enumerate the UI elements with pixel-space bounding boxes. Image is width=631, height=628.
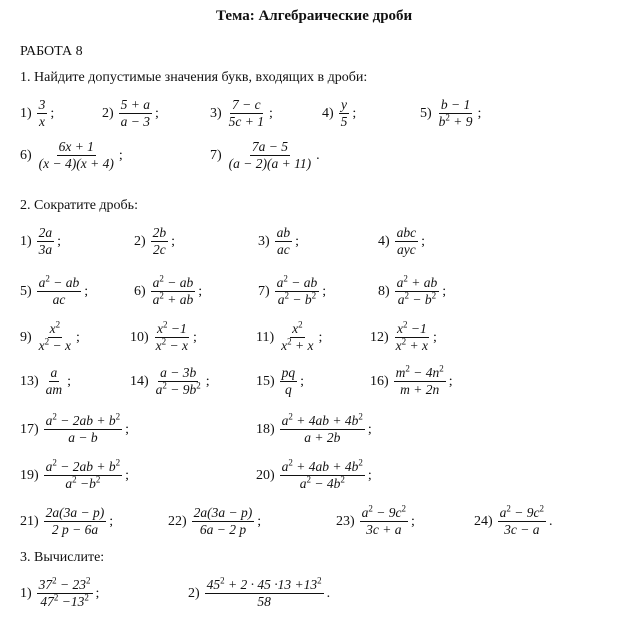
fraction — [154, 366, 203, 397]
fraction — [395, 273, 440, 308]
denominator: 2c — [153, 242, 166, 258]
fraction — [37, 319, 73, 354]
numerator: 2a(3a − p) — [192, 506, 255, 522]
numerator: 2b — [151, 226, 169, 242]
denominator: (a − 2)(a + 11) — [228, 156, 312, 172]
item-number: 9) — [20, 329, 32, 345]
fraction — [37, 140, 116, 171]
fraction — [280, 457, 365, 492]
numerator: $x^2$ — [290, 322, 305, 338]
task2-item — [378, 273, 447, 308]
task1-item — [20, 140, 123, 171]
fraction — [394, 363, 446, 398]
denominator: (x − 4)(x + 4) — [38, 156, 114, 172]
item-number: 23) — [336, 513, 355, 529]
task3-heading: 3. Вычислите: — [20, 550, 105, 565]
punctuation: ; — [95, 585, 100, 601]
numerator: b − 1 — [439, 98, 472, 114]
task2-item — [20, 506, 113, 537]
fraction — [437, 98, 475, 129]
fraction — [280, 411, 365, 446]
numerator: $a^2 - 2ab + b^2$ — [44, 414, 122, 430]
denominator: $b^2 + 9$ — [438, 112, 473, 130]
task1-item — [20, 98, 54, 129]
fraction — [227, 140, 313, 171]
numerator: abc — [395, 226, 419, 242]
punctuation: ; — [171, 233, 176, 249]
denominator: $x^2 + x$ — [395, 336, 429, 354]
task2-item — [474, 503, 553, 538]
punctuation: . — [326, 585, 331, 601]
fraction — [498, 503, 546, 538]
denominator: 2 p − 6a — [51, 522, 99, 538]
punctuation: ; — [477, 105, 482, 121]
numerator: y — [339, 98, 349, 114]
fraction — [44, 366, 65, 397]
fraction — [279, 319, 315, 354]
task3-item — [188, 575, 331, 610]
denominator: ac — [52, 292, 66, 308]
fraction — [37, 98, 48, 129]
numerator: 2a — [37, 226, 55, 242]
numerator: $x^2 -1$ — [395, 322, 429, 338]
fraction — [119, 98, 152, 129]
item-number: 10) — [130, 329, 149, 345]
punctuation: ; — [257, 513, 262, 529]
item-number: 6) — [134, 283, 146, 299]
numerator: $45^2 + 2 \cdot 45 \cdot 13 +13^2$ — [205, 578, 324, 594]
numerator: $a^2$ − ab — [37, 276, 82, 292]
denominator: $a^2 -b^2$ — [65, 474, 101, 492]
item-number: 2) — [102, 105, 114, 121]
numerator: $a^2 - 9c^2$ — [360, 506, 408, 522]
punctuation: ; — [367, 467, 372, 483]
item-number: 17) — [20, 421, 39, 437]
task1-item — [210, 98, 273, 129]
fraction — [44, 457, 122, 492]
punctuation: ; — [125, 467, 130, 483]
punctuation: ; — [198, 283, 203, 299]
fraction — [394, 319, 430, 354]
punctuation: ; — [57, 233, 62, 249]
page-title: Тема: Алгебраические дроби — [216, 8, 413, 24]
task1-heading: 1. Найдите допустимые значения букв, входящих в дроби: — [20, 70, 368, 85]
task2-item — [20, 457, 130, 492]
numerator: pq — [280, 366, 298, 382]
denominator: $a^2 - 4b^2$ — [299, 474, 345, 492]
task2-item — [168, 506, 261, 537]
fraction — [37, 575, 93, 610]
denominator: a + 2b — [304, 430, 341, 446]
punctuation: ; — [421, 233, 426, 249]
denominator: ayc — [397, 242, 416, 258]
denominator: $47^2 -13^2$ — [40, 592, 89, 610]
punctuation: ; — [352, 105, 357, 121]
numerator: $a^2 + 4ab + 4b^2$ — [280, 460, 365, 476]
fraction — [44, 411, 122, 446]
task2-item — [20, 226, 61, 257]
punctuation: ; — [300, 373, 305, 389]
task2-item — [134, 273, 203, 308]
numerator: 3 — [37, 98, 48, 114]
punctuation: ; — [118, 147, 123, 163]
punctuation: ; — [67, 373, 72, 389]
task3-item — [20, 575, 100, 610]
work-label: РАБОТА 8 — [20, 44, 83, 59]
item-number: 21) — [20, 513, 39, 529]
task2-item — [20, 319, 80, 354]
task2-item — [378, 226, 425, 257]
item-number: 22) — [168, 513, 187, 529]
fraction — [44, 506, 107, 537]
denominator: x — [39, 114, 46, 130]
fraction — [275, 273, 320, 308]
denominator: 6a − 2 p — [199, 522, 247, 538]
task2-item — [256, 411, 372, 446]
item-number: 24) — [474, 513, 493, 529]
task2-item — [258, 273, 327, 308]
task2-item — [130, 319, 197, 354]
punctuation: ; — [84, 283, 89, 299]
item-number: 1) — [20, 233, 32, 249]
denominator: 3c − a — [504, 522, 540, 538]
numerator: $a^2$ − ab — [151, 276, 196, 292]
denominator: am — [45, 382, 63, 398]
denominator: $x^2 - x$ — [155, 336, 189, 354]
punctuation: ; — [367, 421, 372, 437]
item-number: 4) — [322, 105, 334, 121]
punctuation: . — [549, 513, 553, 529]
denominator: $a^2 - b^2$ — [277, 290, 317, 308]
task2-item — [258, 226, 299, 257]
numerator: $a^2$ + ab — [395, 276, 440, 292]
denominator: $a^2$ + ab — [152, 290, 194, 308]
punctuation: ; — [125, 421, 130, 437]
fraction — [151, 273, 196, 308]
punctuation: ; — [322, 283, 327, 299]
fraction — [154, 319, 190, 354]
fraction — [360, 503, 408, 538]
task2-item — [20, 411, 130, 446]
item-number: 3) — [258, 233, 270, 249]
item-number: 5) — [20, 283, 32, 299]
numerator: $37^2 - 23^2$ — [37, 578, 93, 594]
task2-item — [130, 366, 210, 397]
denominator: a − 3 — [120, 114, 151, 130]
item-number: 3) — [210, 105, 222, 121]
numerator: $a^2 - 2ab + b^2$ — [44, 460, 122, 476]
numerator: a − 3b — [158, 366, 198, 382]
numerator: $x^2 -1$ — [155, 322, 189, 338]
numerator: ab — [275, 226, 293, 242]
numerator: 5 + a — [119, 98, 152, 114]
punctuation: ; — [205, 373, 210, 389]
punctuation: ; — [448, 373, 453, 389]
item-number: 1) — [20, 585, 32, 601]
punctuation: . — [316, 147, 320, 163]
punctuation: ; — [411, 513, 415, 529]
item-number: 18) — [256, 421, 275, 437]
item-number: 5) — [420, 105, 432, 121]
punctuation: ; — [433, 329, 437, 345]
denominator: 5 — [340, 114, 348, 130]
task2-item — [20, 366, 71, 397]
fraction — [275, 226, 293, 257]
item-number: 1) — [20, 105, 32, 121]
denominator: $x^2 + x$ — [281, 336, 314, 354]
item-number: 2) — [188, 585, 200, 601]
fraction — [37, 226, 55, 257]
punctuation: ; — [295, 233, 300, 249]
denominator: 3a — [38, 242, 53, 258]
item-number: 7) — [258, 283, 270, 299]
item-number: 16) — [370, 373, 389, 389]
item-number: 6) — [20, 147, 32, 163]
punctuation: ; — [442, 283, 447, 299]
punctuation: ; — [76, 329, 80, 345]
numerator: $a^2 + 4ab + 4b^2$ — [280, 414, 365, 430]
denominator: a − b — [68, 430, 98, 446]
item-number: 7) — [210, 147, 222, 163]
item-number: 19) — [20, 467, 39, 483]
task1-item — [102, 98, 159, 129]
denominator: $a^2 - 9b^2$ — [155, 380, 201, 398]
item-number: 12) — [370, 329, 389, 345]
task2-item — [370, 319, 437, 354]
denominator: 58 — [257, 594, 271, 610]
item-number: 11) — [256, 329, 275, 345]
denominator: 3c + a — [366, 522, 402, 538]
fraction — [151, 226, 169, 257]
task2-item — [134, 226, 175, 257]
task2-item — [20, 273, 89, 308]
item-number: 13) — [20, 373, 39, 389]
task2-heading: 2. Сократите дробь: — [20, 198, 138, 213]
item-number: 20) — [256, 467, 275, 483]
task2-item — [256, 366, 304, 397]
punctuation: ; — [193, 329, 197, 345]
denominator: m + 2n — [400, 382, 440, 398]
denominator: $x^2 - x$ — [38, 336, 72, 354]
fraction — [205, 575, 324, 610]
task2-item — [256, 457, 372, 492]
denominator: $a^2 - b^2$ — [397, 290, 437, 308]
numerator: $m^2 - 4n^2$ — [394, 366, 446, 382]
punctuation: ; — [155, 105, 159, 121]
numerator: $x^2$ — [48, 322, 63, 338]
denominator: 5c + 1 — [228, 114, 265, 130]
denominator: q — [285, 382, 292, 398]
numerator: 7 − c — [230, 98, 263, 114]
task1-item — [210, 140, 320, 171]
numerator: 2a(3a − p) — [44, 506, 107, 522]
numerator: 6x + 1 — [57, 140, 96, 156]
fraction — [339, 98, 350, 129]
fraction — [192, 506, 255, 537]
punctuation: ; — [269, 105, 273, 121]
task2-item — [336, 503, 415, 538]
fraction — [395, 226, 419, 257]
denominator: ac — [277, 242, 290, 258]
numerator: $a^2 - 9c^2$ — [498, 506, 546, 522]
task2-item — [256, 319, 323, 354]
item-number: 4) — [378, 233, 390, 249]
task1-item — [420, 98, 481, 129]
numerator: a — [49, 366, 60, 382]
numerator: 7a − 5 — [250, 140, 290, 156]
item-number: 8) — [378, 283, 390, 299]
punctuation: ; — [50, 105, 55, 121]
item-number: 14) — [130, 373, 149, 389]
fraction — [37, 273, 82, 308]
fraction — [227, 98, 266, 129]
item-number: 15) — [256, 373, 275, 389]
punctuation: ; — [318, 329, 323, 345]
task2-item — [370, 363, 453, 398]
punctuation: ; — [109, 513, 114, 529]
item-number: 2) — [134, 233, 146, 249]
numerator: $a^2$ − ab — [275, 276, 320, 292]
fraction — [280, 366, 298, 397]
task1-item — [322, 98, 356, 129]
